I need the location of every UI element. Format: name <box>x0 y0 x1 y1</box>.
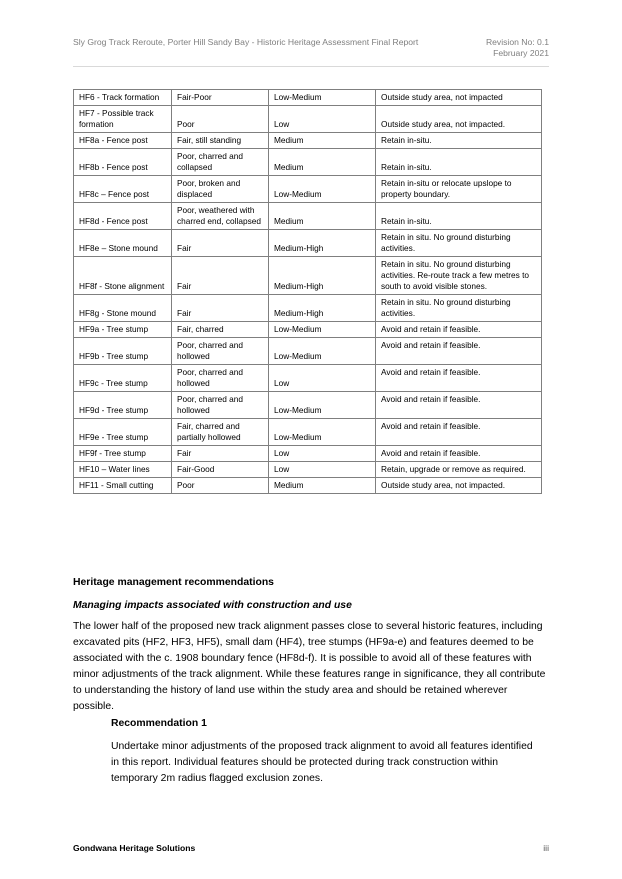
page-header <box>73 34 549 67</box>
cell-feature-id: HF8f - Stone alignment <box>74 257 172 295</box>
cell-recommendation: Retain in-situ. <box>376 149 542 176</box>
cell-feature-id: HF9f - Tree stump <box>74 446 172 462</box>
table-row <box>74 230 542 257</box>
cell-significance: Medium <box>269 149 376 176</box>
footer-organisation: Gondwana Heritage Solutions <box>73 843 196 853</box>
table-row <box>74 176 542 203</box>
cell-significance: Low-Medium <box>269 90 376 106</box>
table-row <box>74 462 542 478</box>
cell-condition: Fair <box>172 295 269 322</box>
cell-recommendation: Retain in-situ or relocate upslope to property boundary. <box>376 176 542 203</box>
table-row <box>74 419 542 446</box>
cell-feature-id: HF9b - Tree stump <box>74 338 172 365</box>
cell-significance: Medium-High <box>269 230 376 257</box>
section-subheading: Managing impacts associated with construction and use <box>73 600 352 611</box>
cell-significance: Low <box>269 446 376 462</box>
cell-feature-id: HF10 – Water lines <box>74 462 172 478</box>
cell-significance: Low-Medium <box>269 176 376 203</box>
cell-condition: Fair-Poor <box>172 90 269 106</box>
cell-feature-id: HF8a - Fence post <box>74 133 172 149</box>
cell-recommendation: Avoid and retain if feasible. <box>376 322 542 338</box>
table-row <box>74 203 542 230</box>
cell-recommendation: Retain in-situ. <box>376 203 542 230</box>
cell-feature-id: HF9e - Tree stump <box>74 419 172 446</box>
cell-condition: Poor, charred and collapsed <box>172 149 269 176</box>
cell-feature-id: HF9c - Tree stump <box>74 365 172 392</box>
report-title: Sly Grog Track Reroute, Porter Hill Sandy Bay - Historic Heritage Assessment Final Report <box>73 37 419 47</box>
body-paragraph: The lower half of the proposed new track alignment passes close to several historic features, including excavated pits (HF2, HF3, HF5), small dam (HF4), tree stumps (HF9a-e) and features deemed to be associated with the c. 1908 boundary fence (HF8d-f). It is possible to avoid all of these features with minor adjustments of the track alignment. While these features range in significance, they all contribute to understanding the history of land use within the study area and should be retained wherever possible. <box>73 621 546 712</box>
cell-condition: Poor, charred and hollowed <box>172 365 269 392</box>
table-row <box>74 365 542 392</box>
cell-feature-id: HF8g - Stone mound <box>74 295 172 322</box>
cell-recommendation: Outside study area, not impacted. <box>376 478 542 494</box>
table-row <box>74 257 542 295</box>
table-row <box>74 322 542 338</box>
cell-feature-id: HF8b - Fence post <box>74 149 172 176</box>
cell-recommendation: Avoid and retain if feasible. <box>376 338 542 365</box>
cell-significance: Low-Medium <box>269 392 376 419</box>
table-row <box>74 106 542 133</box>
table-row <box>74 338 542 365</box>
cell-significance: Medium-High <box>269 295 376 322</box>
cell-feature-id: HF8d - Fence post <box>74 203 172 230</box>
cell-condition: Fair <box>172 257 269 295</box>
recommendation-text: Undertake minor adjustments of the proposed track alignment to avoid all features identified in this report. Individual features should be protected during track construction within temporary 2m radius flagged exclusion zones. <box>111 741 533 784</box>
cell-condition: Fair <box>172 230 269 257</box>
revision-block <box>486 37 549 59</box>
cell-feature-id: HF11 - Small cutting <box>74 478 172 494</box>
page-footer <box>73 843 549 853</box>
cell-significance: Low <box>269 365 376 392</box>
cell-recommendation: Avoid and retain if feasible. <box>376 392 542 419</box>
cell-recommendation: Outside study area, not impacted. <box>376 106 542 133</box>
cell-condition: Poor, weathered with charred end, collapsed <box>172 203 269 230</box>
cell-recommendation: Avoid and retain if feasible. <box>376 446 542 462</box>
cell-condition: Fair, charred and partially hollowed <box>172 419 269 446</box>
cell-significance: Low-Medium <box>269 338 376 365</box>
cell-recommendation: Retain in situ. No ground disturbing activities. Re-route track a few metres to south to avoid visible stones. <box>376 257 542 295</box>
cell-significance: Medium <box>269 133 376 149</box>
cell-significance: Medium <box>269 203 376 230</box>
cell-feature-id: HF7 - Possible track formation <box>74 106 172 133</box>
table-row <box>74 392 542 419</box>
cell-recommendation: Retain, upgrade or remove as required. <box>376 462 542 478</box>
cell-feature-id: HF9d - Tree stump <box>74 392 172 419</box>
cell-condition: Fair, still standing <box>172 133 269 149</box>
table-row <box>74 478 542 494</box>
cell-feature-id: HF9a - Tree stump <box>74 322 172 338</box>
cell-significance: Low <box>269 462 376 478</box>
cell-feature-id: HF6 - Track formation <box>74 90 172 106</box>
revision-date: February 2021 <box>493 48 549 58</box>
table-row <box>74 90 542 106</box>
heritage-features-table <box>73 89 542 494</box>
table-row <box>74 295 542 322</box>
cell-condition: Fair, charred <box>172 322 269 338</box>
cell-recommendation: Retain in situ. No ground disturbing activities. <box>376 230 542 257</box>
table-body <box>74 90 542 494</box>
cell-condition: Poor, broken and displaced <box>172 176 269 203</box>
table-row <box>74 446 542 462</box>
cell-recommendation: Avoid and retain if feasible. <box>376 365 542 392</box>
cell-recommendation: Outside study area, not impacted <box>376 90 542 106</box>
cell-recommendation: Retain in situ. No ground disturbing activities. <box>376 295 542 322</box>
table-row <box>74 133 542 149</box>
cell-significance: Medium-High <box>269 257 376 295</box>
page-number: iii <box>543 843 549 853</box>
recommendation-title: Recommendation 1 <box>111 718 207 729</box>
cell-condition: Poor <box>172 106 269 133</box>
table-row <box>74 149 542 176</box>
cell-significance: Low-Medium <box>269 419 376 446</box>
cell-recommendation: Retain in-situ. <box>376 133 542 149</box>
cell-condition: Poor, charred and hollowed <box>172 392 269 419</box>
cell-significance: Low <box>269 106 376 133</box>
cell-condition: Poor, charred and hollowed <box>172 338 269 365</box>
cell-condition: Poor <box>172 478 269 494</box>
cell-condition: Fair-Good <box>172 462 269 478</box>
cell-significance: Low-Medium <box>269 322 376 338</box>
cell-condition: Fair <box>172 446 269 462</box>
revision-number: Revision No: 0.1 <box>485 37 549 47</box>
section-heading: Heritage management recommendations <box>73 577 274 588</box>
cell-feature-id: HF8e – Stone mound <box>74 230 172 257</box>
cell-recommendation: Avoid and retain if feasible. <box>376 419 542 446</box>
cell-significance: Medium <box>269 478 376 494</box>
cell-feature-id: HF8c – Fence post <box>74 176 172 203</box>
